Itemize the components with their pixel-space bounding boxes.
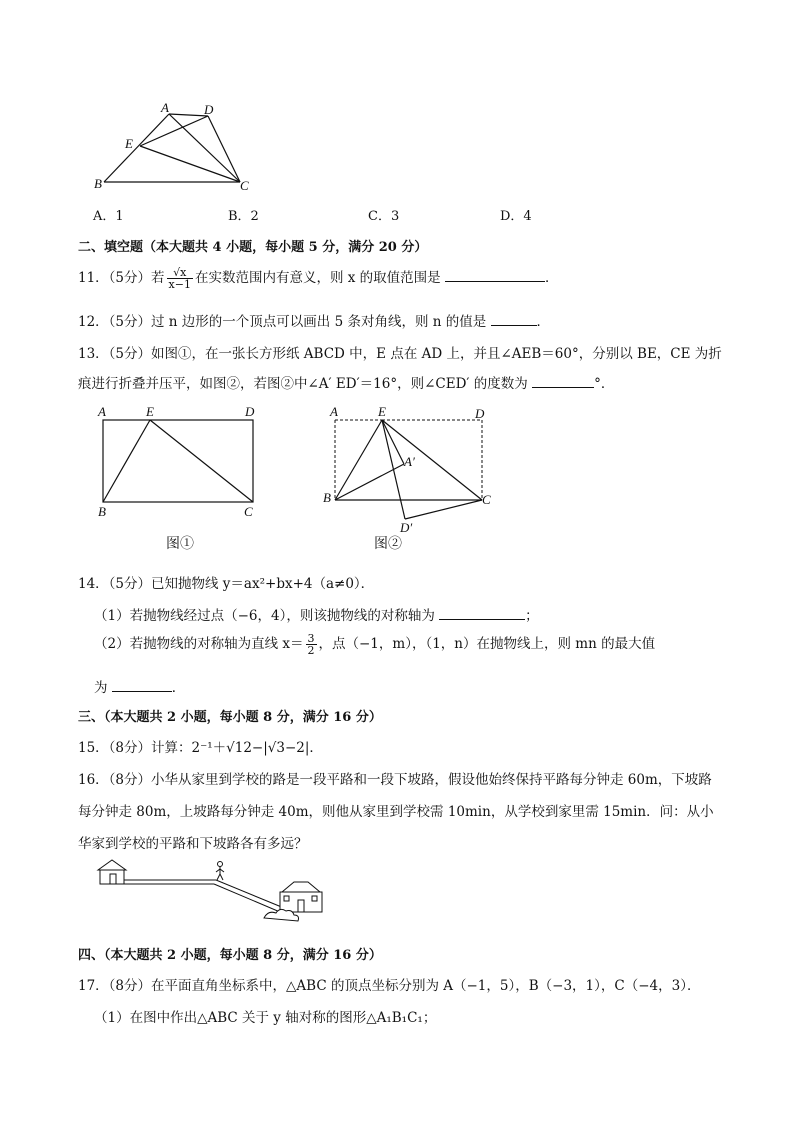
q11-numerator: √x <box>167 267 193 279</box>
q13-figure-2 <box>322 402 502 552</box>
q14-part1-text: （1）若抛物线经过点（−6，4），则该抛物线的对称轴为 <box>94 608 435 624</box>
q12 <box>78 310 550 330</box>
q14-fraction <box>306 633 317 656</box>
q12-suffix: ． <box>536 314 551 330</box>
fig2-label-d-prime: D′ <box>400 520 413 535</box>
q16-line3: 华家到学校的平路和下坡路各有多远？ <box>78 836 308 852</box>
fig2-caption: 图② <box>374 537 402 552</box>
q11-fraction <box>167 267 193 290</box>
fig1-label-d: D <box>245 404 255 419</box>
q11-prefix: 11．（5分）若 <box>78 270 165 286</box>
q12-answer-blank[interactable] <box>491 312 537 326</box>
q16-line2: 每分钟走 80m，上坡路每分钟走 40m，则他从家里到学校需 10min，从学校到家里需 15min．问：从小 <box>78 804 714 820</box>
q14-fraction-den: 2 <box>307 644 315 657</box>
fig1-caption: 图① <box>166 537 194 552</box>
q11-suffix: ． <box>544 270 559 286</box>
q11-answer-blank[interactable] <box>445 268 545 282</box>
q12-text: 12．（5分）过 n 边形的一个顶点可以画出 5 条对角线，则 n 的值是 <box>78 314 487 330</box>
q17-stem: 17．（8分）在平面直角坐标系中，△ABC 的顶点坐标分别为 A（−1，5），B（−3，1），C（−4，3）． <box>78 978 701 994</box>
q14-part2 <box>94 632 655 656</box>
q14-stem: 14．（5分）已知抛物线 y＝ax²+bx+4（a≠0）． <box>78 576 375 592</box>
q10-label-b: B <box>94 176 102 191</box>
q13-figure-1 <box>90 402 270 552</box>
q10-option-d: D．4 <box>500 209 532 224</box>
fig2-label-d: D <box>475 406 485 421</box>
q10-label-e: E <box>125 136 133 151</box>
fig1-label-e: E <box>146 404 154 419</box>
q10-option-b: B．2 <box>228 209 259 224</box>
q13-line1: 13．（5分）如图①，在一张长方形纸 ABCD 中，E 点在 AD 上，并且∠AEB＝60°，分别以 BE，CE 为折 <box>78 346 722 362</box>
q11-text: 在实数范围内有意义，则 x 的取值范围是 <box>194 270 441 286</box>
q14-part2-text-b: ，点（−1，m），（1，n）在抛物线上，则 mn 的最大值 <box>318 636 656 652</box>
q14-part2-text-a: （2）若抛物线的对称轴为直线 x＝ <box>94 636 304 652</box>
q11 <box>78 266 558 290</box>
q10-option-c: C．3 <box>368 209 400 224</box>
q10-label-d: D <box>204 102 214 117</box>
q13-answer-blank[interactable] <box>532 374 594 388</box>
fig1-label-b: B <box>98 504 106 519</box>
q14-part1-suffix: ； <box>525 608 539 624</box>
q14-part1 <box>94 604 539 624</box>
q17-part1: （1）在图中作出△ABC 关于 y 轴对称的图形△A₁B₁C₁； <box>94 1010 437 1026</box>
fig2-label-b: B <box>323 490 331 505</box>
fig1-label-c: C <box>244 504 253 519</box>
q13-line2-text: 痕进行折叠并压平，如图②，若图②中∠A′ ED′＝16°，则∠CED′ 的度数为 <box>78 376 528 392</box>
fig2-label-a: A <box>330 404 338 419</box>
q14-part2-text-c: 为 <box>94 680 108 696</box>
fig2-label-a-prime: A′ <box>404 454 415 469</box>
section3-title: 三、（本大题共 2 小题，每小题 8 分，满分 16 分） <box>78 710 382 725</box>
q16-figure <box>94 856 334 928</box>
fig2-label-c: C <box>482 492 491 507</box>
q11-denominator: x−1 <box>168 278 191 291</box>
section2-title: 二、填空题（本大题共 4 小题，每小题 5 分，满分 20 分） <box>78 240 428 255</box>
section4-title: 四、（本大题共 2 小题，每小题 8 分，满分 16 分） <box>78 948 382 963</box>
fig1-label-a: A <box>98 404 106 419</box>
q10-label-a: A <box>161 100 169 115</box>
q10-option-a: A．1 <box>93 209 124 224</box>
q14-fraction-num: 3 <box>307 632 315 645</box>
q14-part2-blank[interactable] <box>112 678 172 692</box>
q10-label-c: C <box>240 178 249 193</box>
q14-part2-cont <box>94 676 185 696</box>
q14-part2-suffix: ． <box>171 680 186 696</box>
q13-suffix: °． <box>594 376 615 392</box>
q10-figure <box>90 100 260 195</box>
fig2-label-e: E <box>378 404 386 419</box>
q15: 15．（8分）计算：2⁻¹＋√12−|√3−2|． <box>78 740 323 756</box>
q16-line1: 16．（8分）小华从家里到学校的路是一段平路和一段下坡路，假设他始终保持平路每分钟走 60m，下坡路 <box>78 772 712 788</box>
q14-part1-blank[interactable] <box>439 606 525 620</box>
q13-line2 <box>78 372 614 392</box>
